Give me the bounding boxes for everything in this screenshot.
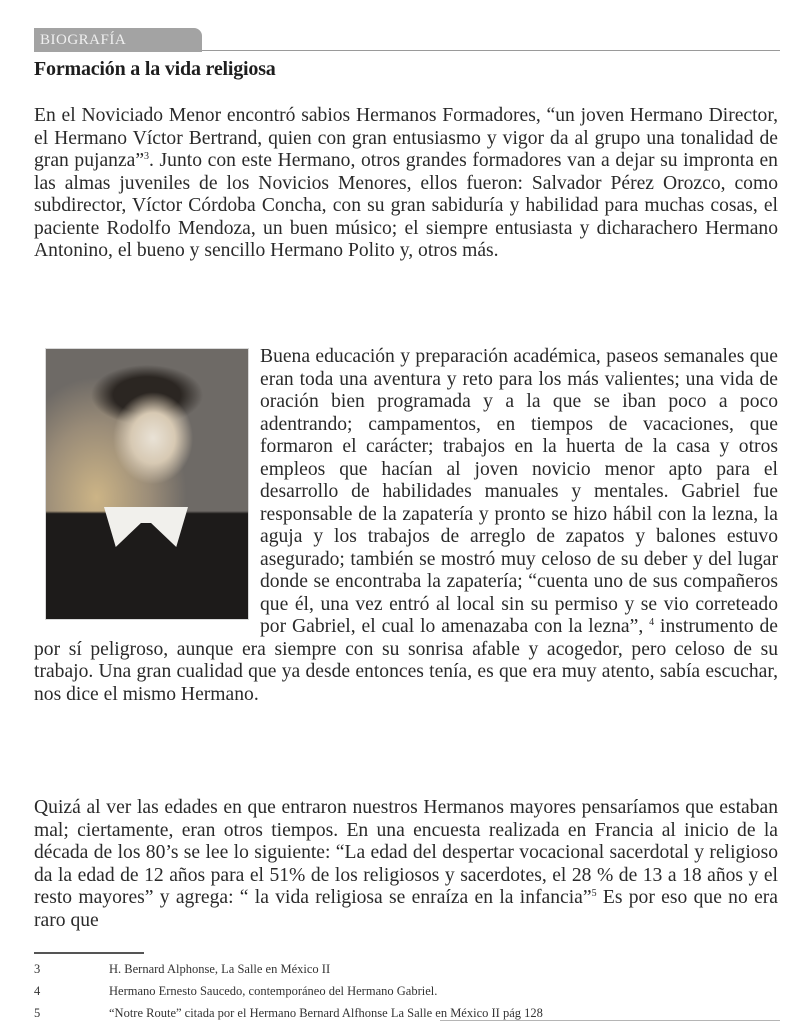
footnote xyxy=(34,958,778,980)
footnote-ref[interactable]: 4 xyxy=(649,617,655,628)
paragraph-text: Es por eso que no era raro que xyxy=(34,887,778,931)
footnotes xyxy=(34,958,778,1024)
section-header xyxy=(34,28,780,52)
paragraph-text: Quizá al ver las edades en que entraron nuestros Hermanos mayores pensaríamos que estaban mal; ciertamente, eran otros tiempos. En una encuesta realizada en Francia al inicio de la década de los 80’s se lee lo siguiente: “La edad del despertar vocacional sacerdotal y religioso da la edad de 12 años para el 51% de los religiosos y sacerdotes, el 28 % de 13 a 18 años y el resto mayores” y agrega: “ la vida religiosa se enraíza en la infancia” xyxy=(34,797,778,908)
header-rule xyxy=(202,50,780,51)
paragraph-3 xyxy=(34,797,778,932)
paragraph-text: Buena educación y preparación académica, paseos semanales que eran toda una aventura y reto para los más valientes; una vida de oración bien programada y a la que se iban poco a poco adentrando; campamentos, en tiempos de vacaciones, que formaron el carácter; trabajos en la huerta de la casa y otros empleos que hacían al joven novicio menor apto para el desarrollo de habilidades manuales y mentales. Gabriel fue responsable de la zapatería y pronto se hizo hábil con la lezna, la aguja y los trabajos de arreglo de zapatos y balones estuvo asegurado; también se mostró muy celoso de su deber y del lugar donde se encontraba la zapatería; “cuenta uno de sus compañeros que él, una vez entró al local sin su permiso y se vio correteado por Gabriel, el cual lo amenazaba con la lezna”, xyxy=(260,346,778,637)
footnote-number: 4 xyxy=(34,984,41,998)
footnote xyxy=(34,980,778,1002)
paragraph-text: . Junto con este Hermano, otros grandes formadores van a dejar su impronta en las almas juveniles de los Novicios Menores, ellos fueron: Salvador Pérez Orozco, como subdirector, Víctor Córdoba Concha, con su gran sabiduría y habilidad para muchas cosas, el paciente Rodolfo Mendoza, un buen músico; el siempre entusiasta y dicharachero Hermano Antonino, el bueno y sencillo Hermano Polito y, otros más. xyxy=(34,150,778,261)
section-tab xyxy=(34,28,202,52)
section-label: BIOGRAFÍA xyxy=(40,32,127,48)
photo-collar xyxy=(104,507,188,547)
page-title: Formación a la vida religiosa xyxy=(34,58,276,80)
footnote-text: “Notre Route” citada por el Hermano Bernard Alfhonse La Salle en México II pág 128 xyxy=(109,1006,543,1020)
paragraph-text: instrumento de por sí peligroso, aunque era siempre con su sonrisa afable y acogedor, pero celoso de su trabajo. Una gran cualidad que ya desde entonces tenía, es que era muy atento, sabía escuchar, nos dice el mismo Hermano. xyxy=(34,616,778,705)
paragraph-text: En el Noviciado Menor encontró sabios Hermanos Formadores, “un joven Hermano Director, el Hermano Víctor Bertrand, quien con gran entusiasmo y vigor da al grupo una tonalidad de gran pujanza” xyxy=(34,105,778,171)
footnote-number: 3 xyxy=(34,962,41,976)
footnote-text: H. Bernard Alphonse, La Salle en México II xyxy=(109,962,331,976)
footnote-number: 5 xyxy=(34,1006,41,1020)
bottom-rule xyxy=(440,1020,780,1021)
footnote-rule xyxy=(34,952,144,954)
paragraph-1 xyxy=(34,105,778,263)
portrait-photo xyxy=(46,349,248,619)
footnote-text: Hermano Ernesto Saucedo, contemporáneo del Hermano Gabriel. xyxy=(109,984,438,998)
paragraph-2 xyxy=(34,346,778,706)
footnote-ref[interactable]: 3 xyxy=(144,151,150,162)
footnote-ref[interactable]: 5 xyxy=(591,888,597,899)
